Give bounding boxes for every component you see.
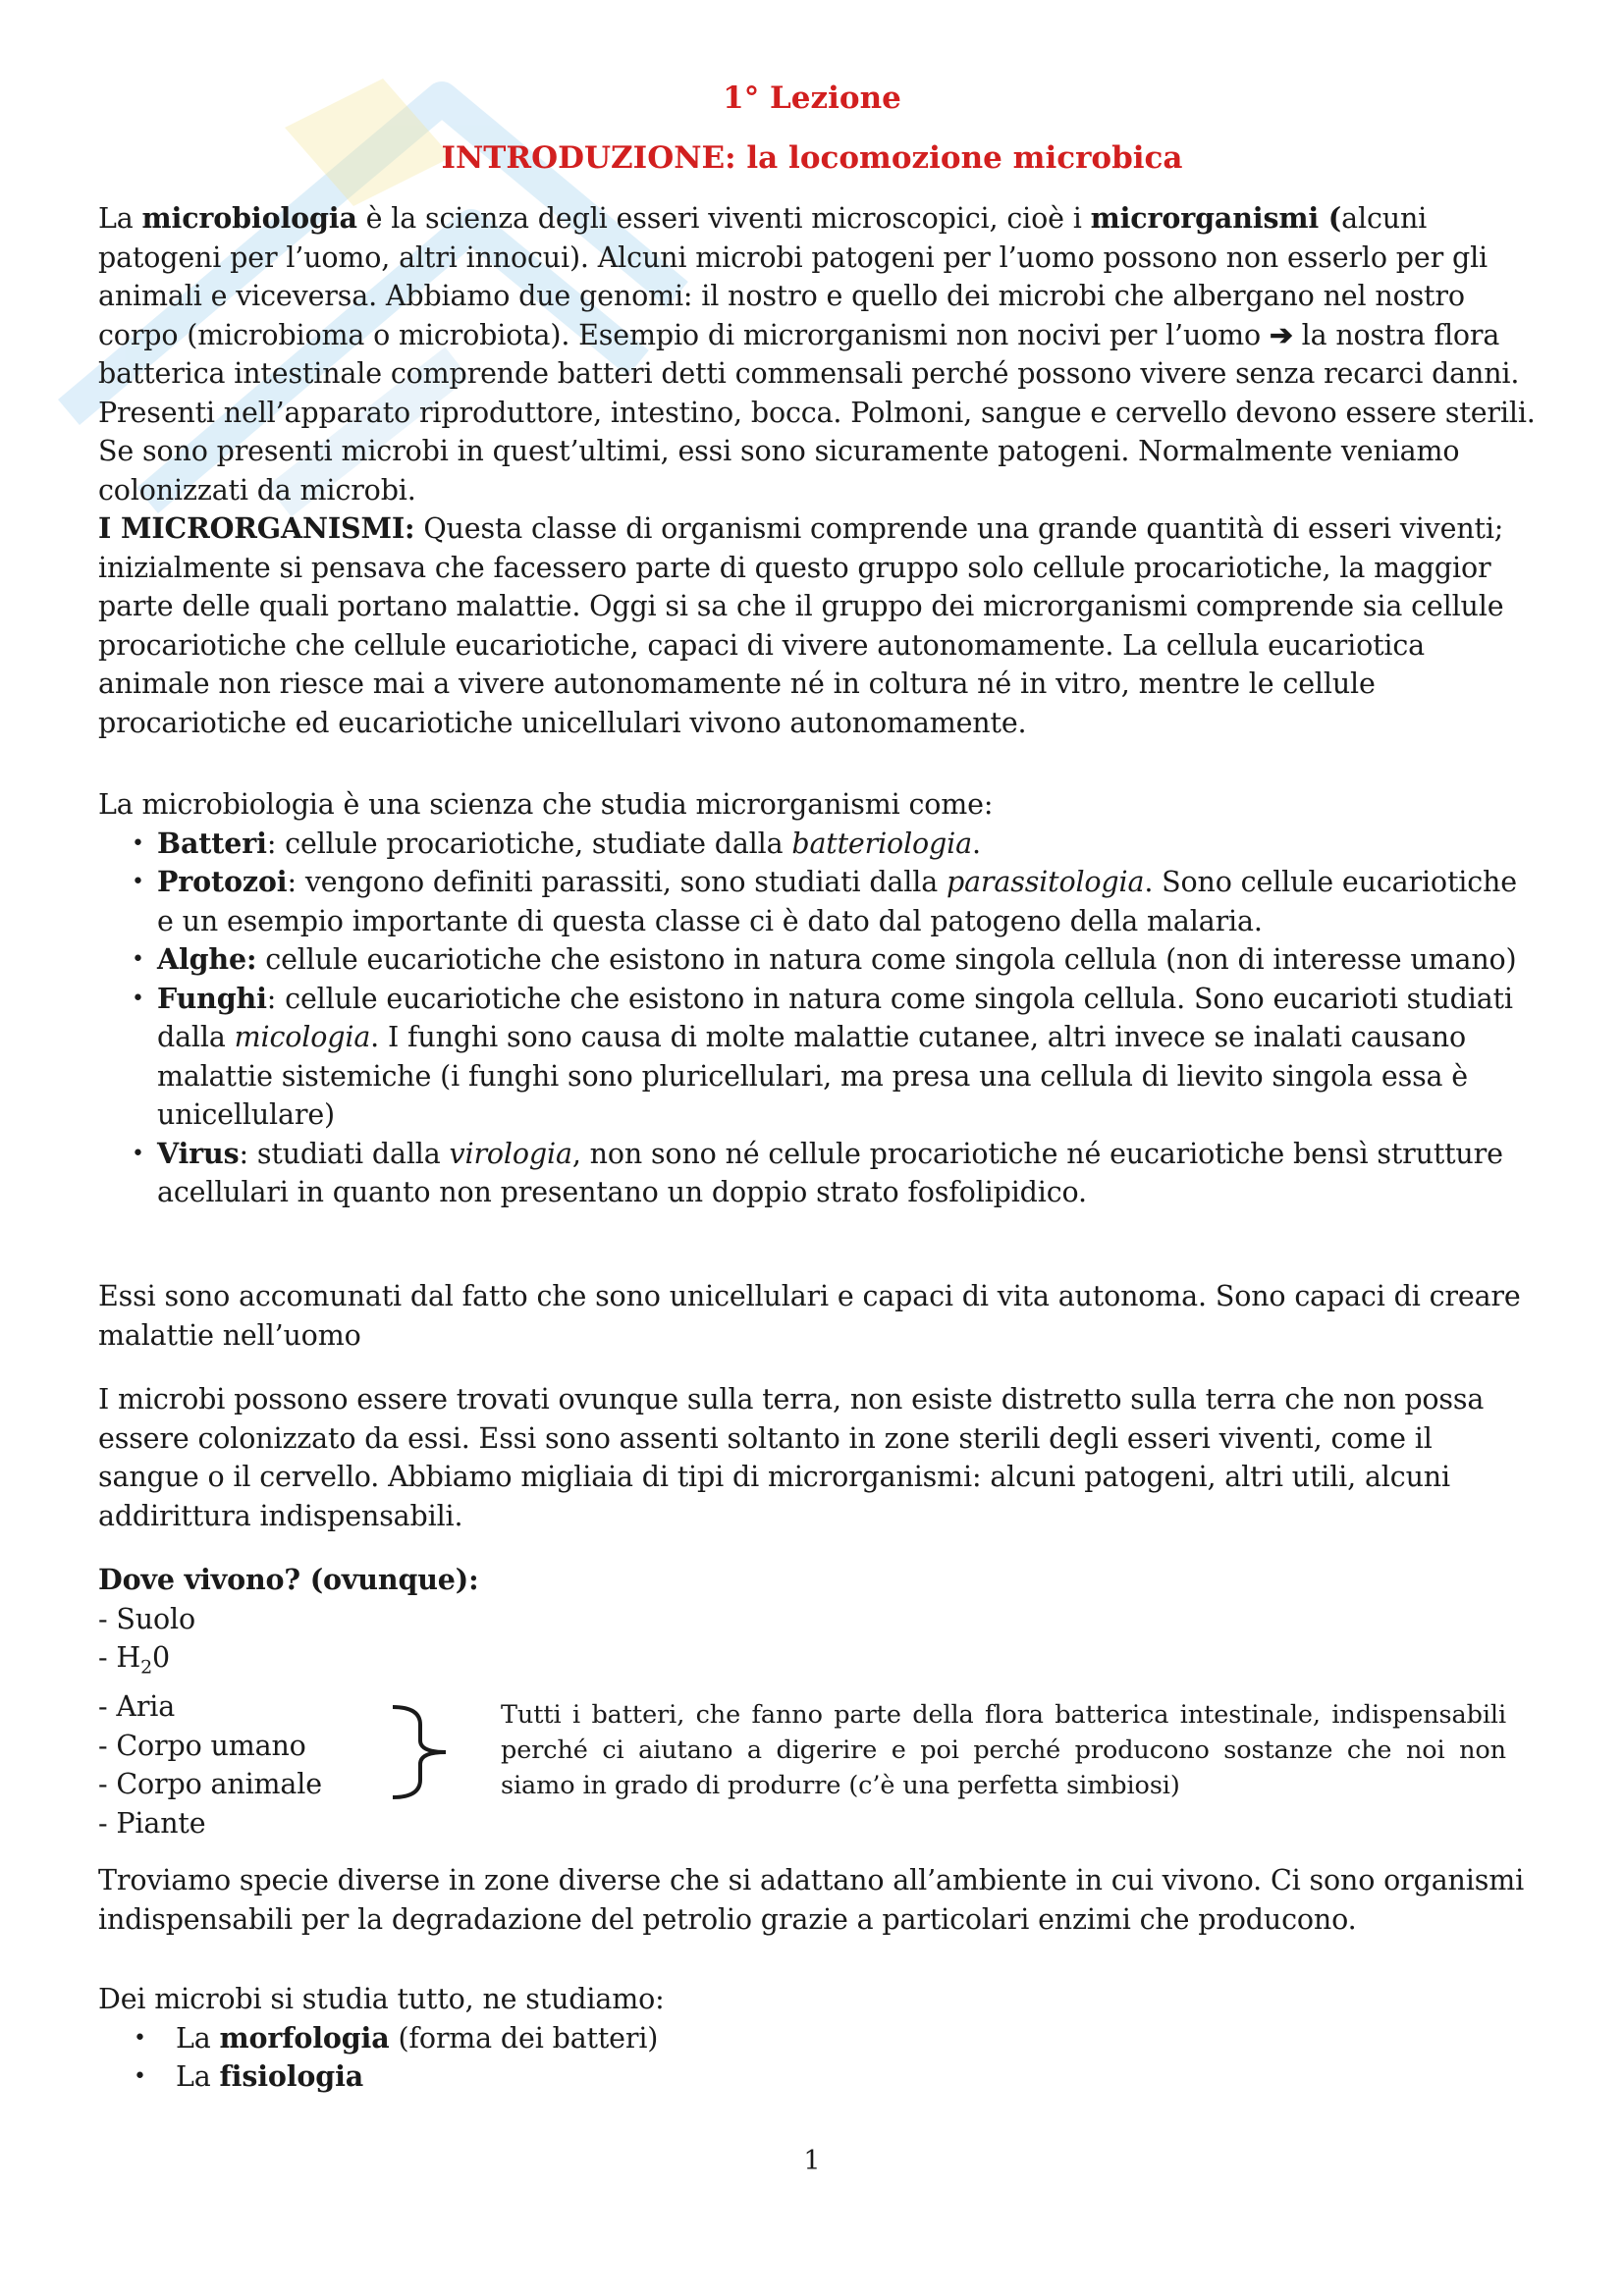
list-item: - Suolo	[98, 1602, 195, 1635]
bullet-icon: •	[134, 2025, 146, 2051]
list-item	[98, 1638, 1542, 1687]
page-number: 1	[803, 2146, 821, 2176]
text-span: 0	[152, 1641, 171, 1674]
list-item	[98, 1135, 1542, 1212]
discipline: parassitologia	[946, 866, 1145, 898]
topic-title: INTRODUZIONE: la locomozione microbica	[441, 140, 1183, 176]
arrow-icon: ➔	[1269, 317, 1293, 351]
microrganismi-paragraph	[98, 509, 1542, 742]
bullet-icon: •	[132, 947, 144, 972]
common-paragraph: Essi sono accomunati dal fatto che sono unicellulari e capaci di vita autonoma. Sono capaci di creare malattie nell’uomo	[98, 1280, 1521, 1352]
discipline: virologia	[449, 1137, 572, 1170]
text-span: la nostra flora batterica intestinale comprende batteri detti commensali perché possono vivere senza recarci danni. Presenti nell’apparato riproduttore, intestino, bocca. Polmoni, sangue e cervello devono essere sterili. Se sono presenti microbi in quest’ultimi, essi sono sicuramente patogeni. Normalmente veniamo colonizzati da microbi.	[98, 318, 1536, 507]
discipline: micologia	[234, 1021, 371, 1053]
list-item	[98, 2019, 1542, 2058]
text-span: alcuni patogeni per l’uomo, altri innocui). Alcuni microbi patogeni per l’uomo possono non esserlo per gli animali e viceversa. Abbiamo due genomi: il nostro e quello dei microbi che albergano nel nostro corpo (microbioma o microbiota). Esempio di microrganismi non nocivi per l’uomo	[98, 202, 1489, 351]
lesson-title: 1° Lezione	[723, 80, 901, 116]
text-span: - H	[98, 1641, 141, 1674]
species-paragraph: Troviamo specie diverse in zone diverse che si adattano all’ambiente in cui vivono. Ci sono organismi indispensabili per la degradazione del petrolio grazie a particolari enzimi che producono.	[98, 1864, 1525, 1936]
flora-note: Tutti i batteri, che fanno parte della flora batterica intestinale, indispensabili perché ci aiutano a digerire e poi perché producono sostanze che noi non siamo in grado di produrre (c’è una perfetta simbiosi)	[501, 1700, 1506, 1800]
studied-list	[98, 2019, 1542, 2097]
list-item: - Piante	[98, 1806, 206, 1840]
discipline: batteriologia	[791, 827, 972, 860]
study-lead: La microbiologia è una scienza che studia microrganismi come:	[98, 788, 994, 821]
list-item	[98, 980, 1542, 1135]
list-item	[98, 863, 1542, 940]
text-span: : cellule eucariotiche che esistono in natura come singola cellula. Sono eucarioti studiati dalla	[157, 982, 1513, 1053]
term: Protozoi	[157, 865, 288, 898]
list-item	[98, 825, 1542, 864]
text-span: (forma dei batteri)	[389, 2021, 659, 2055]
bullet-icon: •	[132, 986, 144, 1011]
list-item	[98, 940, 1542, 980]
text-span: La	[98, 202, 142, 235]
subscript: 2	[140, 1656, 153, 1679]
everywhere-paragraph: I microbi possono essere trovati ovunque sulla terra, non esiste distretto sulla terra che non possa essere colonizzato da essi. Essi sono assenti soltanto in zone sterili degli esseri viventi, come il sangue o il cervello. Abbiamo migliaia di tipi di microrganismi: alcuni patogeni, altri utili, alcuni addirittura indispensabili.	[98, 1383, 1485, 1532]
term-microbiologia: microbiologia	[141, 201, 357, 235]
text-span: : vengono definiti parassiti, sono studiati dalla	[287, 866, 947, 898]
text-span: La	[176, 2021, 220, 2055]
intro-section	[98, 199, 1542, 742]
bullet-icon: •	[132, 870, 144, 894]
term: Funghi	[157, 981, 267, 1015]
text-span: , non sono né cellule procariotiche né eucariotiche bensì strutture acellulari in quanto non presentano un doppio strato fosfolipidico.	[157, 1137, 1503, 1208]
term: fisiologia	[219, 2059, 364, 2093]
text-span: : cellule procariotiche, studiate dalla	[266, 827, 792, 860]
study-section	[98, 785, 1542, 1212]
microrganismi-heading: I MICRORGANISMI:	[98, 511, 415, 545]
organism-list	[98, 825, 1542, 1212]
list-item: - Corpo umano	[98, 1729, 306, 1762]
curly-brace-icon	[391, 1703, 450, 1801]
text-span: cellule eucariotiche che esistono in natura come singola cellula (non di interesse umano)	[256, 943, 1517, 976]
text-span: . I funghi sono causa di molte malattie cutanee, altri invece se inalati causano malattie sistemiche (i funghi sono pluricellulari, ma presa una cellula di lievito singola essa è unicellulare)	[157, 1021, 1469, 1131]
studied-section	[98, 1980, 1542, 2097]
term: Alghe:	[157, 942, 257, 976]
bullet-icon: •	[132, 830, 144, 856]
term: Virus	[157, 1136, 240, 1170]
term: Batteri	[157, 826, 267, 860]
term: morfologia	[219, 2020, 390, 2055]
list-item: - Aria	[98, 1690, 176, 1724]
term-microrganismi: microrganismi (	[1090, 201, 1342, 235]
text-span: .	[971, 827, 981, 860]
bullet-icon: •	[134, 2064, 146, 2089]
list-item	[98, 2057, 1542, 2097]
studied-lead: Dei microbi si studia tutto, ne studiamo:	[98, 1983, 665, 2015]
where-heading	[98, 1561, 1542, 1600]
text-span: La	[176, 2060, 220, 2093]
text-span: è la scienza degli esseri viventi microscopici, cioè i	[356, 202, 1091, 235]
text-span: : studiati dalla	[239, 1137, 450, 1170]
list-item: - Corpo animale	[98, 1768, 322, 1801]
intro-paragraph	[98, 199, 1542, 509]
text-span: Questa classe di organismi comprende una grande quantità di esseri viventi; inizialmente si pensava che facessero parte di questo gruppo solo cellule procariotiche, la maggior parte delle quali portano malattie. Oggi si sa che il gruppo dei microrganismi comprende sia cellule procariotiche che cellule eucariotiche, capaci di vivere autonomamente. La cellula eucariotica animale non riesce mai a vivere autonomamente né in coltura né in vitro, mentre le cellule procariotiche ed eucariotiche unicellulari vivono autonomamente.	[98, 512, 1504, 739]
where-heading-text: Dove vivono? (ovunque):	[98, 1563, 479, 1596]
bullet-icon: •	[132, 1141, 144, 1166]
text-span: . Sono cellule eucariotiche e un esempio importante di questa classe ci è dato dal patogeno della malaria.	[157, 866, 1517, 937]
